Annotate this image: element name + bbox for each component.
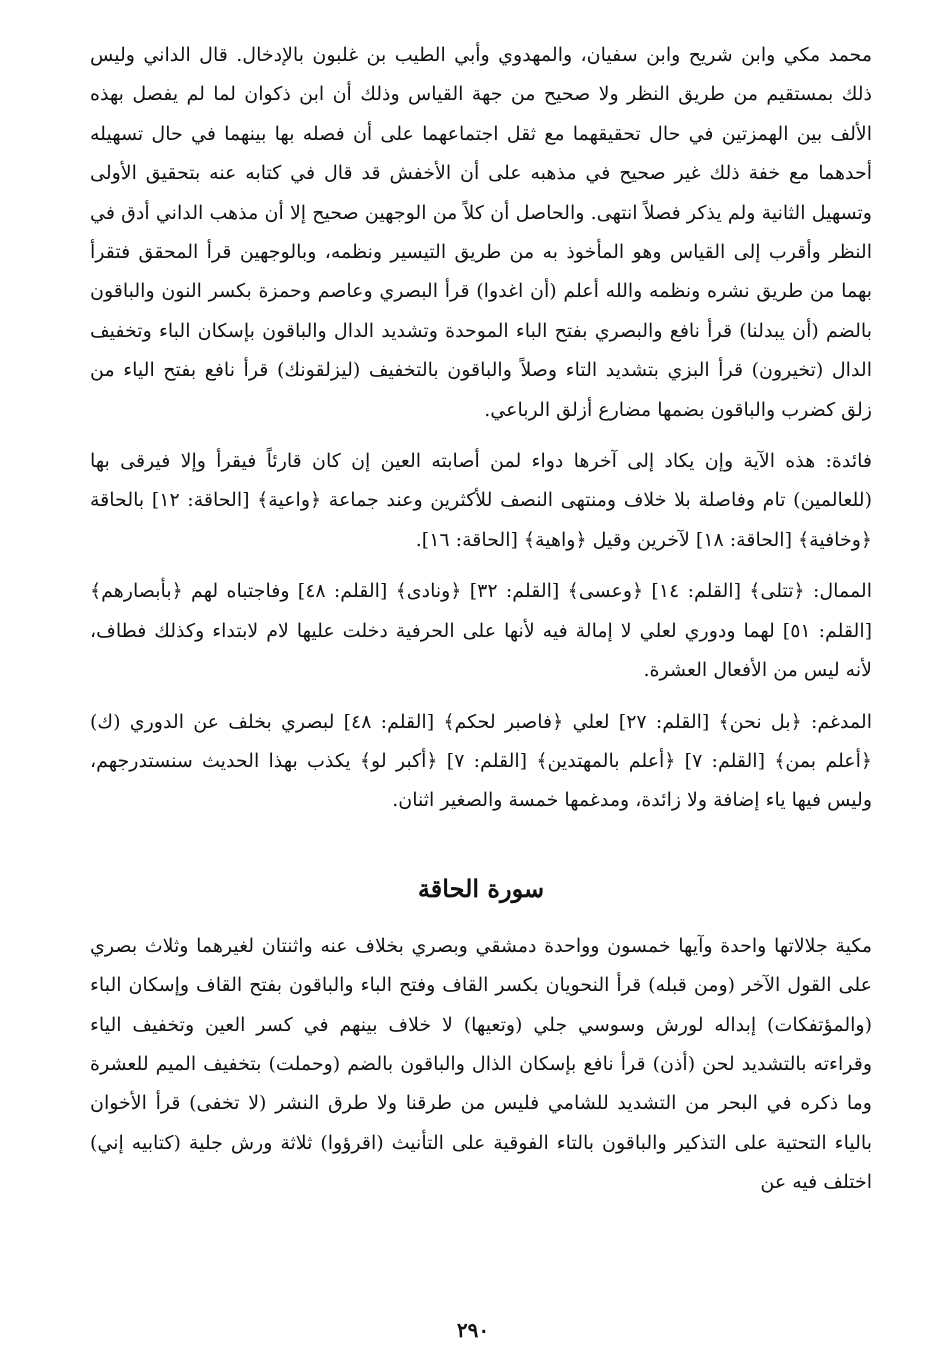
paragraph-mumal: الممال: ﴿تتلى﴾ [القلم: ١٤] ﴿وعسى﴾ [القلم: ٣٢] ﴿ونادى﴾ [القلم: ٤٨] وفاجتباه لهم ﴿بأبصارهم﴾ [القلم: ٥١] لهما ودوري لعلي لا إمالة فيه لأنها على الحرفية دخلت عليها لام لابتداء وكذلك فطاف، لأنه ليس من الأفعال العشرة. (90, 580, 873, 682)
paragraph-faida: فائدة: هذه الآية وإن يكاد إلى آخرها دواء لمن أصابته العين إن كان قارئاً فيقرأ وإلا فيرقى بها (للعالمين) تام وفاصلة بلا خلاف ومنتهى النصف للأكثرين وعند جماعة ﴿واعية﴾ [الحاقة: ١٢] بالحاقة ﴿وخافية﴾ [الحاقة: ١٨] لآخرين وقيل ﴿واهية﴾ [الحاقة: ١٦]. (90, 450, 872, 551)
surah-heading: سورة الحاقة (417, 873, 545, 903)
page-number: ٢٩٠ (456, 1318, 490, 1342)
paragraph-surah-intro: مكية جلالاتها واحدة وآيها خمسون وواحدة دمشقي وبصري بخلاف عنه واثنتان لغيرهما وثلاث بصري على القول الآخر (ومن قبله) قرأ النحويان بكسر القاف وفتح الباء والباقون بفتح القاف وإسكان الباء (والمؤتفكات) إبداله لورش وسوسي جلي (وتعيها) لا خلاف بينهم في كسر العين وتخفيف الياء وقراءته بالتشديد لحن (أذن) قرأ نافع بإسكان الذال والباقون بالضم (وحملت) بتخفيف الميم للعشرة وما ذكره في البحر من التشديد للشامي فليس من طرقنا ولا طرق النشر (لا تخفى) قرأ الأخوان بالياء التحتية على التذكير والباقون بالتاء الفوقية على التأنيث (اقرؤوا) ثلاثة ورش جلية (كتابيه إني) اختلف فيه عن (90, 934, 872, 1194)
paragraph-mudgham: المدغم: ﴿بل نحن﴾ [القلم: ٢٧] لعلي ﴿فاصبر لحكم﴾ [القلم: ٤٨] لبصري بخلف عن الدوري (ك) ﴿أعلم بمن﴾ [القلم: ٧] ﴿أعلم بالمهتدين﴾ [القلم: ٧] ﴿أكبر لو﴾ يكذب بهذا الحديث سنستدرجهم، وليس فيها ياء إضافة ولا زائدة، ومدغمها خمسة والصغير اثنان. (90, 710, 872, 812)
page-body (90, 36, 872, 1203)
paragraph-qiraat-continuation: محمد مكي وابن شريح وابن سفيان، والمهدوي وأبي الطيب بن غلبون بالإدخال. قال الداني وليس ذلك بمستقيم من طريق النظر ولا صحيح من جهة القياس وذلك أن ابن ذكوان لما لم يفصل بهذه الألف بين الهمزتين في حال تحقيقهما مع ثقل اجتماعهما على أن فصله بها بينهما في حال تسهيله أحدهما مع خفة ذلك غير صحيح في مذهبه على أن الأخفش قد قال في كتابه عنه بتحقيق الأولى وتسهيل الثانية ولم يذكر فصلاً انتهى. والحاصل أن كلاً من الوجهين صحيح إلا أن مذهب الداني أدق في النظر وأقرب إلى القياس وهو المأخوذ به من طريق التيسير ونظمه، وبالوجهين قرأ المحقق فتقرأ بهما من طريق نشره ونظمه والله أعلم (أن اغدوا) قرأ البصري وعاصم وحمزة بكسر النون والباقون بالضم (أن يبدلنا) قرأ نافع والبصري بفتح الباء الموحدة وتشديد الدال والباقون بإسكان الباء وتخفيف الدال (تخيرون) قرأ البزي بتشديد التاء وصلاً والباقون بالتخفيف (ليزلقونك) قرأ نافع بفتح الياء من زلق كضرب والباقون بضمها مضارع أزلق الرباعي. (90, 44, 872, 421)
